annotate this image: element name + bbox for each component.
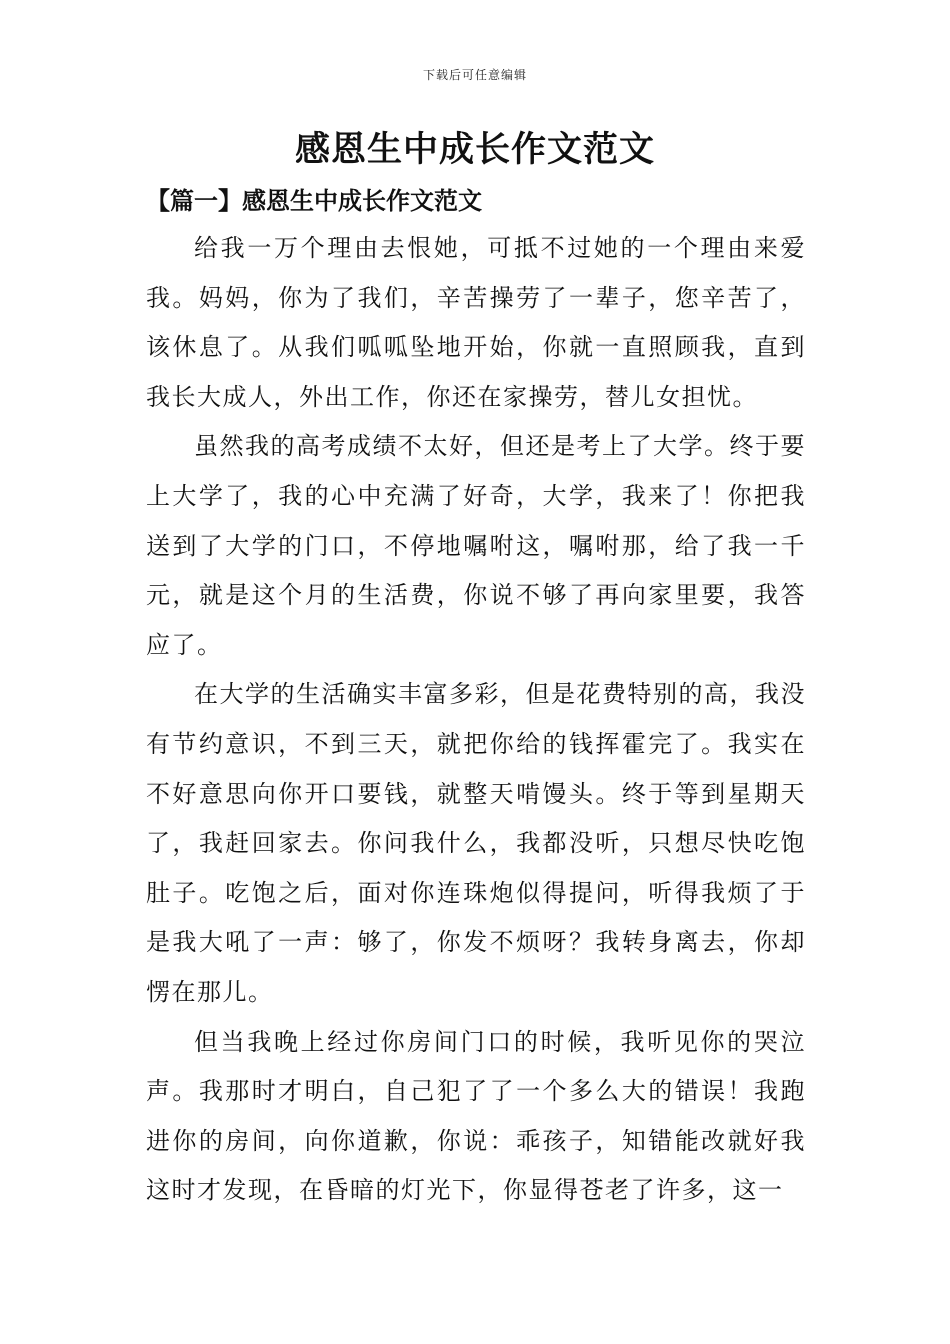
paragraph-2: 虽然我的高考成绩不太好，但还是考上了大学。终于要上大学了，我的心中充满了好奇，大学，我来了！你把我送到了大学的门口，不停地嘱咐这，嘱咐那，给了我一千元，就是这个月的生活费，你说不够了再向家里要，我答应了。 [146, 432, 806, 659]
paragraph-4: 但当我晚上经过你房间门口的时候，我听见你的哭泣声。我那时才明白，自己犯了了一个多么大的错误！我跑进你的房间，向你道歉，你说：乖孩子，知错能改就好我这时才发现，在昏暗的灯光下，你显得苍老了许多，这一 [146, 1027, 806, 1205]
header-note: 下载后可任意编辑 [422, 68, 527, 82]
section-heading: 【篇一】感恩生中成长作文范文 [146, 186, 482, 215]
document-title: 感恩生中成长作文范文 [294, 129, 655, 170]
paragraph-3: 在大学的生活确实丰富多彩，但是花费特别的高，我没有节约意识，不到三天，就把你给的钱挥霍完了。我实在不好意思向你开口要钱，就整天啃馒头。终于等到星期天了，我赶回家去。你问我什么，我都没听，只想尽快吃饱肚子。吃饱之后，面对你连珠炮似得提问，听得我烦了于是我大吼了一声：够了，你发不烦呀？我转身离去，你却愣在那儿。 [146, 680, 806, 1006]
paragraph-1: 给我一万个理由去恨她，可抵不过她的一个理由来爱我。妈妈，你为了我们，辛苦操劳了一辈子，您辛苦了，该休息了。从我们呱呱坠地开始，你就一直照顾我，直到我长大成人，外出工作，你还在家操劳，替儿女担忧。 [146, 234, 806, 411]
article-body [146, 224, 806, 1216]
